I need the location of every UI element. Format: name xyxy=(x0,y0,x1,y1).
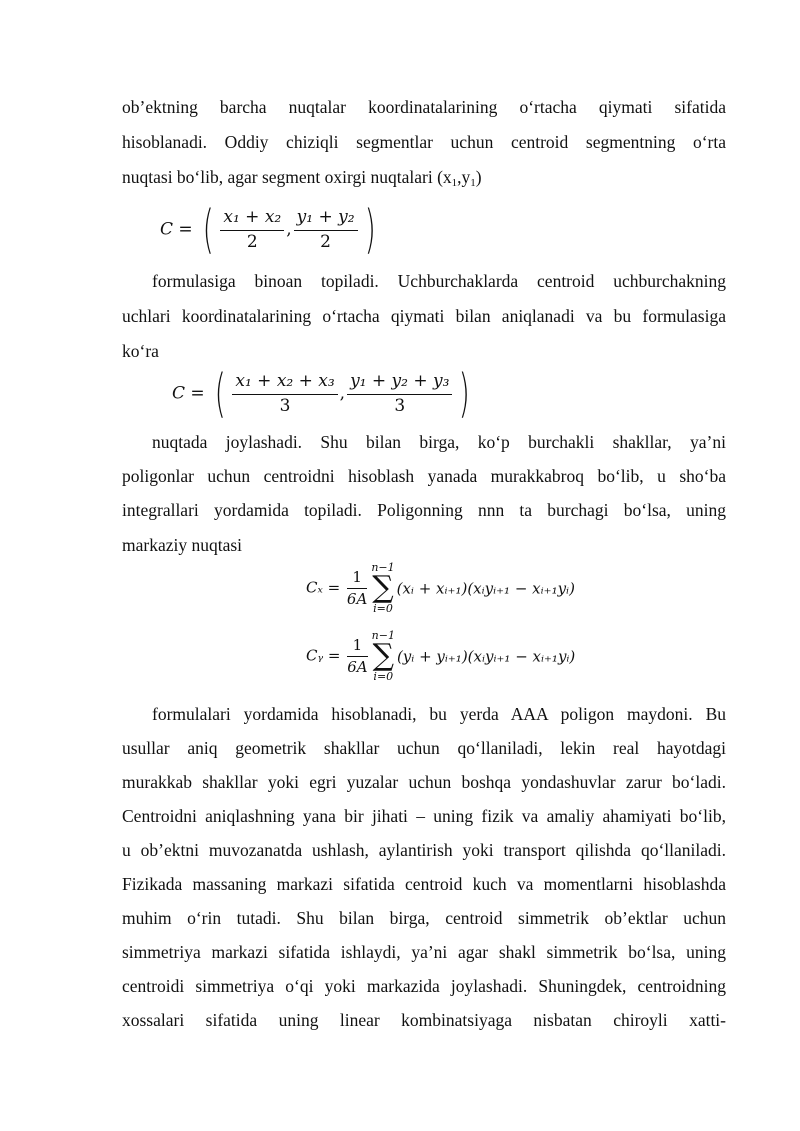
summation-sign xyxy=(372,630,395,683)
sum-lower-limit: i=0 xyxy=(373,669,394,683)
formula-body: (yᵢ + yᵢ₊₁)(xᵢyᵢ₊₁ − xᵢ₊₁yᵢ) xyxy=(396,647,576,666)
text-line: simmetriya markazi sifatida ishlaydi, ya’ni agar shakl simmetrik bo‘lsa, uning xyxy=(122,942,726,962)
fraction xyxy=(347,372,452,416)
text-line: usullar aniq geometrik shakllar uchun qo‘llaniladi, lekin real hayotdagi xyxy=(122,738,726,758)
text-line: integrallari yordamida topiladi. Poligonning nnn ta burchagi bo‘lsa, uning xyxy=(122,500,726,520)
right-paren: ) xyxy=(459,364,471,424)
numerator: 1 xyxy=(347,637,367,657)
numerator: x₁ + x₂ xyxy=(220,208,284,231)
segment-centroid-formula: C = ( $\frac{\text{x₁ + x₂}}{2}$ , $\frac{\text{y₁ + y₂}}{2}$ ) xyxy=(160,200,376,260)
numerator: y₁ + y₂ + y₃ xyxy=(347,372,452,395)
text-line: Centroidni aniqlashning yana bir jihati – uning fizik va amaliy ahamiyati bo‘lib, xyxy=(122,806,726,826)
denominator: 2 xyxy=(320,231,331,252)
triangle-centroid-formula: C = ( $\frac{\text{x₁ + x₂ + x₃}}{3}$ , $\frac{\text{y₁ + y₂ + y₃}}{3}$ ) xyxy=(172,364,471,424)
text-line: formulasiga binoan topiladi. Uchburchaklarda centroid uchburchakning xyxy=(152,271,726,291)
formula-lhs: Cᵧ = xyxy=(306,646,341,665)
text-line: ko‘ra xyxy=(122,341,159,361)
fraction xyxy=(294,208,358,252)
fraction xyxy=(232,372,337,416)
numerator: x₁ + x₂ + x₃ xyxy=(232,372,337,395)
subscript: 1 xyxy=(470,177,476,189)
text-fragment: ) xyxy=(475,167,482,187)
subscript: 1 xyxy=(451,177,458,189)
formula-lhs: C = xyxy=(172,383,205,404)
text-line: xossalari sifatida uning linear kombinatsiyaga nisbatan chiroyli xatti- xyxy=(122,1010,726,1030)
formula-lhs: C = xyxy=(160,219,193,240)
text-line: muhim o‘rin tutadi. Shu bilan birga, centroid simmetrik ob’ektlar uchun xyxy=(122,908,726,928)
text-line: poligonlar uchun centroidni hisoblash yanada murakkabroq bo‘lib, u sho‘ba xyxy=(122,466,726,486)
formula-lhs: Cₓ = xyxy=(306,578,341,597)
fraction xyxy=(220,208,284,252)
fraction xyxy=(347,569,367,609)
text-line: ob’ektning barcha nuqtalar koordinatalarining o‘rtacha qiymati sifatida xyxy=(122,97,726,117)
numerator: 1 xyxy=(347,569,367,589)
sigma-symbol: ∑ xyxy=(372,638,394,674)
denominator: 3 xyxy=(279,395,291,416)
left-paren: ( xyxy=(214,364,226,424)
text-fragment: nuqtasi bo‘lib, agar segment oxirgi nuqtalari (x xyxy=(122,167,452,187)
text-line: markaziy nuqtasi xyxy=(122,535,243,555)
text-line: u ob’ektni muvozanatda ushlash, aylantirish yoki transport qilishda qo‘llaniladi. xyxy=(122,840,726,860)
formula-body: (xᵢ + xᵢ₊₁)(xᵢyᵢ₊₁ − xᵢ₊₁yᵢ) xyxy=(396,579,575,598)
text-line: formulalari yordamida hisoblanadi, bu yerda AAA poligon maydoni. Bu xyxy=(152,704,726,724)
right-paren: ) xyxy=(364,200,376,260)
denominator: 6A xyxy=(346,589,368,608)
text-line: uchlari koordinatalarining o‘rtacha qiymati bilan aniqlanadi va bu formulasiga xyxy=(122,306,726,326)
denominator: 3 xyxy=(394,395,406,416)
summation-sign xyxy=(371,562,394,615)
denominator: 6A xyxy=(347,657,368,676)
text-line: nuqtada joylashadi. Shu bilan birga, ko‘p burchakli shakllar, ya’ni xyxy=(152,432,726,452)
text-line: centroidi simmetriya o‘qi yoki markazida joylashadi. Shuningdek, centroidning xyxy=(122,976,726,996)
left-paren: ( xyxy=(202,200,214,260)
text-fragment: ,y xyxy=(457,167,471,187)
sum-upper-limit: n−1 xyxy=(371,629,395,642)
text-line: hisoblanadi. Oddiy chiziqli segmentlar uchun centroid segmentning o‘rta xyxy=(122,132,726,152)
polygon-centroid-x-formula xyxy=(306,562,575,615)
text-line: murakkab shakllar yoki egri yuzalar uchun boshqa yondashuvlar zarur bo‘ladi. xyxy=(122,772,726,792)
text-line xyxy=(122,162,726,192)
polygon-centroid-y-formula xyxy=(306,630,575,683)
sigma-symbol: ∑ xyxy=(372,570,394,606)
denominator: 2 xyxy=(246,231,258,252)
text-line: Fizikada massaning markazi sifatida centroid kuch va momentlarni hisoblashda xyxy=(122,874,726,894)
sum-lower-limit: i=0 xyxy=(373,601,393,615)
numerator: y₁ + y₂ xyxy=(294,208,358,231)
fraction xyxy=(347,637,367,677)
sum-upper-limit: n−1 xyxy=(371,561,395,574)
